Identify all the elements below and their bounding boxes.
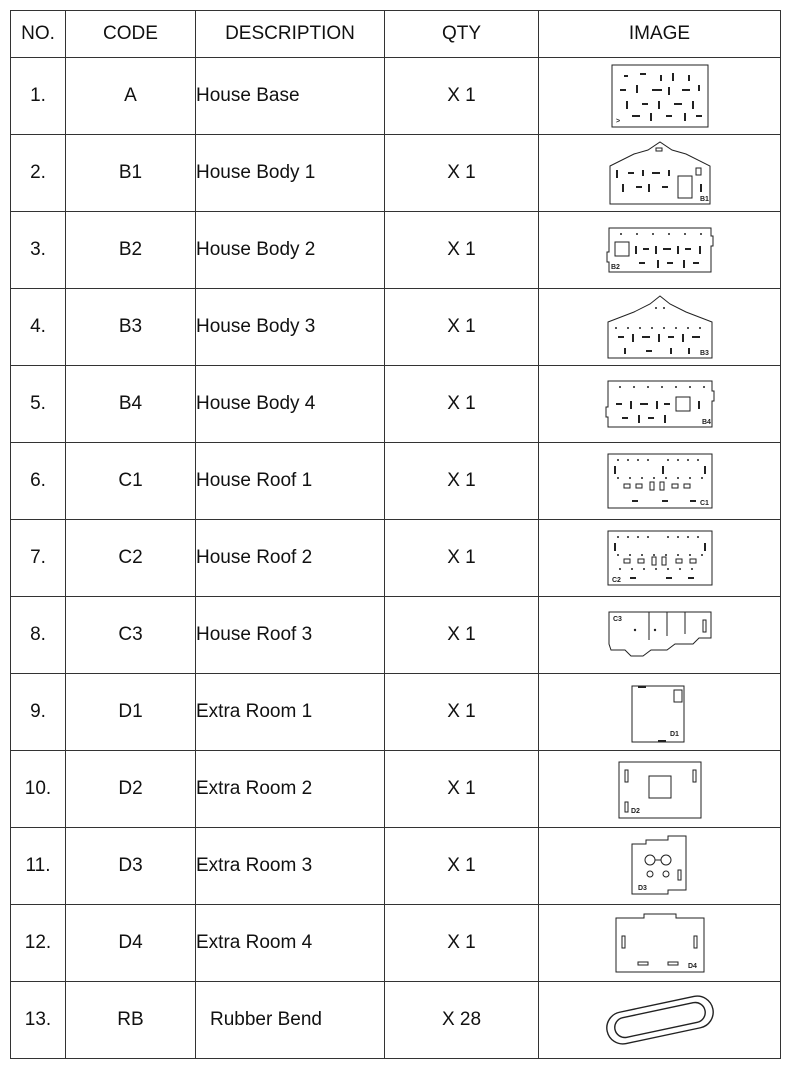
part-image-label: B4 [701, 419, 711, 426]
part-quantity: X 1 [385, 289, 539, 366]
part-quantity: X 1 [385, 58, 539, 135]
part-image-house-base [610, 63, 710, 129]
part-description: Rubber Bend [196, 982, 385, 1059]
part-code: B4 [66, 366, 196, 443]
header-no: NO. [11, 11, 66, 58]
part-description: Extra Room 3 [196, 828, 385, 905]
part-code: B3 [66, 289, 196, 366]
part-image-extra-room-1 [628, 680, 692, 744]
header-qty: QTY [385, 11, 539, 58]
part-description: Extra Room 2 [196, 751, 385, 828]
part-description: House Base [196, 58, 385, 135]
part-image-house-body-3 [606, 294, 714, 360]
part-quantity: X 1 [385, 674, 539, 751]
table-row [11, 366, 781, 443]
part-code: RB [66, 982, 196, 1059]
row-number: 8. [11, 597, 66, 674]
part-code: D2 [66, 751, 196, 828]
part-code: B1 [66, 135, 196, 212]
table-row [11, 905, 781, 982]
part-image-label: C3 [612, 616, 622, 623]
part-quantity: X 1 [385, 135, 539, 212]
part-quantity: X 1 [385, 751, 539, 828]
part-image-label: D1 [669, 731, 679, 738]
part-image-house-body-2 [605, 226, 715, 274]
table-row [11, 520, 781, 597]
table-row [11, 751, 781, 828]
part-image-label: D2 [630, 808, 640, 815]
part-quantity: X 1 [385, 520, 539, 597]
header-description: DESCRIPTION [196, 11, 385, 58]
parts-table [10, 10, 781, 1059]
table-row [11, 212, 781, 289]
row-number: 9. [11, 674, 66, 751]
part-description: House Body 3 [196, 289, 385, 366]
svg-text:>: > [615, 118, 620, 125]
header-code: CODE [66, 11, 196, 58]
part-code: C3 [66, 597, 196, 674]
part-image-house-roof-3 [605, 610, 715, 660]
part-description: House Body 2 [196, 212, 385, 289]
part-image-house-roof-2 [606, 529, 714, 587]
header-image: IMAGE [539, 11, 781, 58]
part-image-extra-room-4 [614, 912, 706, 974]
part-image-label: C1 [699, 500, 709, 507]
part-image-label: B1 [699, 196, 709, 203]
parts-list-sheet [10, 10, 781, 1059]
part-code: D3 [66, 828, 196, 905]
part-description: House Roof 2 [196, 520, 385, 597]
row-number: 1. [11, 58, 66, 135]
part-code: C2 [66, 520, 196, 597]
part-image-label: C2 [611, 577, 621, 584]
part-image-extra-room-2 [615, 758, 705, 820]
part-description: House Roof 3 [196, 597, 385, 674]
part-code: B2 [66, 212, 196, 289]
row-number: 12. [11, 905, 66, 982]
part-description: Extra Room 4 [196, 905, 385, 982]
table-row [11, 982, 781, 1059]
table-row [11, 135, 781, 212]
part-description: House Roof 1 [196, 443, 385, 520]
part-quantity: X 1 [385, 828, 539, 905]
part-quantity: X 1 [385, 443, 539, 520]
part-image-house-body-1 [608, 140, 712, 206]
table-row [11, 289, 781, 366]
row-number: 4. [11, 289, 66, 366]
part-image-label: B3 [699, 350, 709, 357]
part-image-house-body-4 [604, 379, 716, 429]
row-number: 11. [11, 828, 66, 905]
part-image-label: B2 [610, 264, 620, 271]
row-number: 13. [11, 982, 66, 1059]
part-code: A [66, 58, 196, 135]
part-image-label: D4 [687, 963, 697, 970]
row-number: 7. [11, 520, 66, 597]
table-row [11, 828, 781, 905]
row-number: 3. [11, 212, 66, 289]
part-quantity: X 1 [385, 905, 539, 982]
row-number: 10. [11, 751, 66, 828]
part-quantity: X 28 [385, 982, 539, 1059]
table-row [11, 674, 781, 751]
part-image-rubber-band [600, 992, 720, 1048]
part-code: D1 [66, 674, 196, 751]
part-quantity: X 1 [385, 366, 539, 443]
row-number: 5. [11, 366, 66, 443]
part-code: D4 [66, 905, 196, 982]
part-description: House Body 1 [196, 135, 385, 212]
part-description: House Body 4 [196, 366, 385, 443]
row-number: 2. [11, 135, 66, 212]
part-quantity: X 1 [385, 212, 539, 289]
table-row [11, 58, 781, 135]
row-number: 6. [11, 443, 66, 520]
part-image-extra-room-3 [628, 834, 692, 898]
part-quantity: X 1 [385, 597, 539, 674]
table-row [11, 443, 781, 520]
table-header-row [11, 11, 781, 58]
part-description: Extra Room 1 [196, 674, 385, 751]
part-image-label: D3 [637, 885, 647, 892]
table-row [11, 597, 781, 674]
part-code: C1 [66, 443, 196, 520]
part-image-house-roof-1 [606, 452, 714, 510]
